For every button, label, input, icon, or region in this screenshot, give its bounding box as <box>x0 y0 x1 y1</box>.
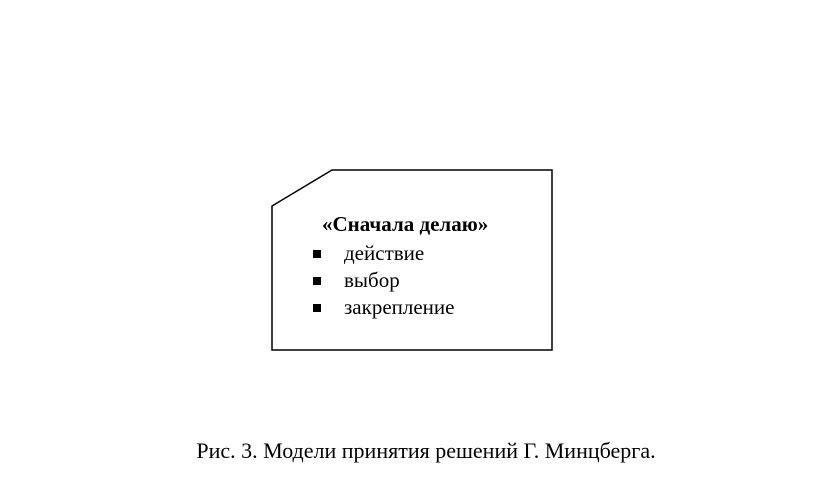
list-item-label: выбор <box>344 268 400 292</box>
model-box-title: «Сначала делаю» <box>322 212 489 236</box>
list-item <box>313 240 454 267</box>
square-bullet-icon <box>313 250 321 258</box>
list-item <box>313 294 454 321</box>
square-bullet-icon <box>313 277 321 285</box>
model-box <box>270 168 554 352</box>
model-box-list <box>313 240 454 321</box>
list-item-label: действие <box>344 241 425 265</box>
list-item <box>313 267 454 294</box>
list-item-label: закрепление <box>344 295 455 319</box>
figure-caption: Рис. 3. Модели принятия решений Г. Минцберга. <box>196 438 656 463</box>
square-bullet-icon <box>313 304 321 312</box>
